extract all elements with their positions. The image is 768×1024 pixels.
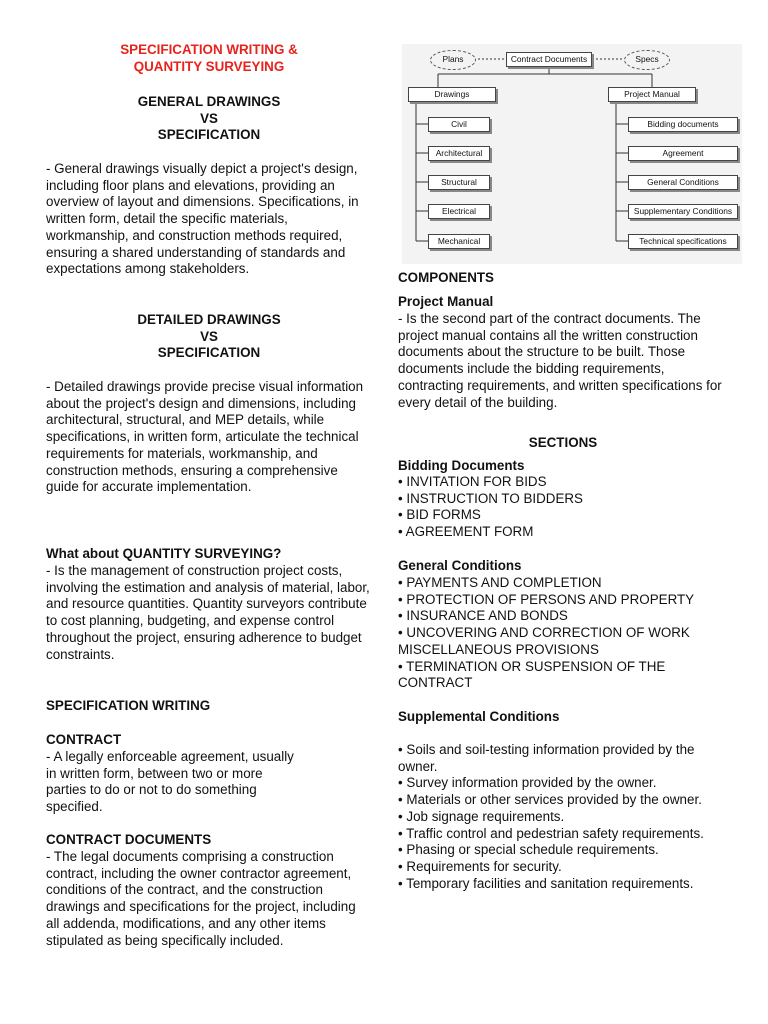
general-drawings-heading	[46, 94, 372, 144]
list-item: • Traffic control and pedestrian safety requirements.	[398, 825, 704, 841]
specs-oval: Specs	[624, 50, 670, 70]
manual-item-box: Bidding documents	[628, 117, 738, 132]
heading-line: SPECIFICATION	[157, 127, 261, 143]
list-item: • PROTECTION OF PERSONS AND PROPERTY	[398, 591, 695, 607]
contract-documents-diagram	[402, 44, 742, 264]
quantity-surveying-paragraph: - Is the management of construction project costs, involving the estimation and analysis of material, labor, and resource quantities. Quantity surveyors contribute to cost planning, budgeting, and expense control throughout the project, ensuring adherence to budget constraints.	[46, 563, 370, 662]
list-item: • UNCOVERING AND CORRECTION OF WORK MISCELLANEOUS PROVISIONS	[398, 625, 690, 657]
general-conditions-list	[398, 575, 728, 692]
heading-line: VS	[200, 328, 218, 344]
list-item: • INSTRUCTION TO BIDDERS	[398, 490, 583, 506]
detailed-drawings-heading	[46, 312, 372, 362]
contract-line: parties to do or not to do something	[46, 782, 257, 798]
drawing-item-box: Electrical	[428, 204, 490, 219]
sections-heading: SECTIONS	[528, 435, 598, 450]
supplemental-conditions-list	[398, 742, 728, 892]
document-title	[46, 42, 372, 75]
list-item: • Phasing or special schedule requirements.	[398, 842, 659, 858]
project-manual-heading: Project Manual	[398, 294, 494, 309]
list-item: • Materials or other services provided by the owner.	[398, 792, 702, 808]
detailed-drawings-paragraph: - Detailed drawings provide precise visual information about the project's design and dimensions, including architectural, structural, and MEP details, while specifications, in written form, articulate the technical requirements for materials, workmanship, and construction methods, ensuring a comprehensive guide for accurate implementation.	[46, 379, 364, 495]
project-manual-box: Project Manual	[608, 87, 696, 102]
plans-oval: Plans	[430, 50, 476, 70]
heading-line: GENERAL DRAWINGS	[137, 94, 281, 109]
drawing-item-box: Structural	[428, 175, 490, 190]
contract-documents-box: Contract Documents	[506, 52, 592, 67]
drawing-item-box: Architectural	[428, 146, 490, 161]
manual-item-box: Supplementary Conditions	[628, 204, 738, 219]
contract-documents-paragraph: - The legal documents comprising a construction contract, including the owner contractor agreement, conditions of the contract, and the construction drawings and specifications for the project, including all addenda, modifications, and any other items stipulated as being specifically included.	[46, 849, 356, 948]
manual-item-box: Technical specifications	[628, 234, 738, 249]
components-heading: COMPONENTS	[398, 270, 494, 285]
drawings-box: Drawings	[408, 87, 496, 102]
list-item: • Survey information provided by the owner.	[398, 775, 657, 791]
heading-line: VS	[200, 110, 218, 126]
contract-line: in written form, between two or more	[46, 765, 263, 781]
drawing-item-box: Civil	[428, 117, 490, 132]
quantity-surveying-heading: What about QUANTITY SURVEYING?	[46, 546, 282, 561]
bidding-documents-list	[398, 474, 728, 541]
list-item: • Requirements for security.	[398, 858, 562, 874]
list-item: • PAYMENTS AND COMPLETION	[398, 575, 602, 590]
list-item: • Soils and soil-testing information provided by the owner.	[398, 742, 695, 774]
contract-heading: CONTRACT	[46, 732, 122, 747]
list-item: • AGREEMENT FORM	[398, 524, 534, 540]
list-item: • TERMINATION OR SUSPENSION OF THE CONTRACT	[398, 658, 666, 691]
list-item: • INVITATION FOR BIDS	[398, 474, 547, 489]
list-item: • Job signage requirements.	[398, 808, 565, 824]
manual-item-box: Agreement	[628, 146, 738, 161]
heading-line: SPECIFICATION	[157, 345, 261, 361]
contract-definition	[46, 749, 372, 816]
list-item: • BID FORMS	[398, 507, 481, 523]
list-item: • Temporary facilities and sanitation requirements.	[398, 875, 694, 891]
title-line-1: SPECIFICATION WRITING &	[120, 42, 298, 57]
supplemental-conditions-heading: Supplemental Conditions	[398, 709, 560, 724]
contract-line: - A legally enforceable agreement, usually	[46, 749, 294, 764]
general-drawings-paragraph: - General drawings visually depict a project's design, including floor plans and elevations, providing an overview of layout and dimensions. Specifications, in written form, detail the specific materials, workmanship, and construction methods required, ensuring a shared understanding of standards and expectations among stakeholders.	[46, 161, 359, 277]
contract-documents-heading: CONTRACT DOCUMENTS	[46, 832, 212, 847]
heading-line: DETAILED DRAWINGS	[137, 312, 281, 327]
general-conditions-heading: General Conditions	[398, 558, 522, 573]
bidding-documents-heading: Bidding Documents	[398, 458, 525, 473]
list-item: • INSURANCE AND BONDS	[398, 608, 568, 624]
drawing-item-box: Mechanical	[428, 234, 490, 249]
specification-writing-heading: SPECIFICATION WRITING	[46, 698, 211, 713]
title-line-2: QUANTITY SURVEYING	[133, 58, 285, 74]
project-manual-paragraph: - Is the second part of the contract documents. The project manual contains all the written construction documents about the structure to be built. Those documents include the bidding requirements, contracting requirements, and written specifications for every detail of the building.	[398, 311, 722, 410]
contract-line: specified.	[46, 799, 103, 815]
manual-item-box: General Conditions	[628, 175, 738, 190]
